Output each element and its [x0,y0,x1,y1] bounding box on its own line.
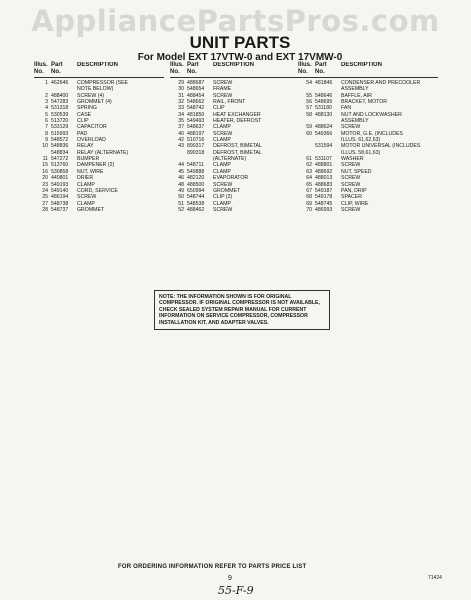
part-number: 488801 [315,162,333,169]
illus-number: 43 [178,143,184,150]
page-title: UNIT PARTS [189,33,291,52]
part-description: PAD [77,130,88,137]
illus-number: 5 [45,111,48,118]
part-number: 650994 [187,187,205,194]
handwritten-mark: 55-F-9 [218,584,254,597]
part-description: CLIP (2) [213,194,233,201]
part-number: 488687 [187,80,205,86]
part-number: 513760 [51,162,69,169]
part-number: 488692 [315,168,333,175]
part-number: 482120 [187,175,205,182]
part-number: 462646 [51,80,69,86]
part-number: 549178 [315,194,333,201]
part-description: MOTOR UNIVERSAL (INCLUDES [341,143,421,150]
part-number: 548711 [187,162,204,169]
illus-number: 16 [42,168,48,175]
illus-number: 37 [178,124,184,131]
column-header [170,62,302,78]
part-description: GROMMET (4) [77,99,112,106]
part-number: 549187 [315,187,333,194]
illus-number: 50 [178,194,184,201]
illus-number: 33 [178,105,184,112]
part-description: SCREW [213,206,233,213]
part-number: 547272 [51,156,69,163]
illus-number: 58 [306,111,312,118]
part-description: (ALTERNATE) [213,156,247,163]
part-number: 488500 [187,181,205,188]
header-ill: Illus. No. [298,62,312,75]
part-number: 486993 [315,206,333,213]
illus-number: 65 [306,181,312,188]
part-number: 548836 [51,143,69,150]
part-number: 531318 [51,105,69,112]
illus-number: 63 [306,168,312,175]
part-description: SCREW [341,124,361,131]
illus-number: 64 [306,175,312,182]
illus-number: 59 [306,124,312,131]
part-description: FRAME [213,86,232,93]
part-description: CLIP [213,105,225,112]
parts-column-2 [170,62,302,213]
part-number: 513720 [51,118,69,125]
part-row [298,207,438,213]
part-description: HEAT EXCHANGER [213,111,261,118]
part-description: SCREW [77,194,97,201]
part-description: MOTOR, G.E. (INCLUDES [341,130,403,137]
illus-number: 51 [178,200,184,207]
part-number: 890318 [187,149,205,156]
part-description: CLAMP [213,168,231,175]
part-description: EVAPORATOR [213,175,249,182]
column-header [298,62,438,78]
part-description: RAIL, FRONT [213,99,246,106]
illus-number: 70 [306,206,312,213]
part-description: NOTE BELOW) [77,86,114,93]
part-number: 548834 [51,149,69,156]
header-desc: DESCRIPTION [213,62,255,68]
illus-number: 24 [42,187,48,194]
part-description: DEFROST, BIMETAL [213,149,262,156]
illus-number: 31 [178,92,184,99]
illus-number: 2 [45,92,48,99]
illus-number: 54 [306,80,312,86]
compressor-note: NOTE: THE INFORMATION SHOWN IS FOR ORIGINAL COMPRESSOR. IF ORIGINAL COMPRESSOR IS NOT AVAILABLE, CHECK SEALED SYSTEM REPAIR MANUAL FOR CURRENT INFORMATION ON SERVICE COMPRESSOR, COMPRESSOR INSTALLATION KIT, AND ADAPTER VALVES. [154,290,330,330]
part-description: DRIER [77,175,94,182]
part-description: CONDENSER AND PRECOOLER [341,80,421,86]
part-description: SCREW [341,206,361,213]
illus-number: 45 [178,168,184,175]
part-number: 548737 [51,206,69,213]
part-description: SCREW [341,181,361,188]
part-description: COMPRESSOR (SEE [77,80,129,86]
part-description: PAN, DRIP [341,187,367,194]
part-number: 510716 [187,137,205,144]
part-number: 488624 [315,124,333,131]
part-description: RELAY (ALTERNATE) [77,149,129,156]
header-ill: Illus. No. [34,62,48,75]
part-number: 548662 [187,99,205,106]
part-number: 548572 [51,137,69,144]
header-part: Part No. [315,62,327,75]
part-number: 548738 [51,200,69,207]
part-description: SCREW [213,181,233,188]
illus-number: 4 [45,105,48,112]
part-number: 890317 [187,143,205,150]
parts-column-1 [34,62,164,213]
part-number: 548637 [187,124,205,131]
part-row [170,207,302,213]
illus-number: 48 [178,181,184,188]
part-number: 488130 [315,111,333,118]
part-description: CLIP [77,118,89,125]
illus-number: 60 [306,130,312,137]
illus-number: 8 [45,130,48,137]
illus-number: 49 [178,187,184,194]
part-description: BAFFLE, AIR [341,92,372,99]
part-description: NUT, SPEED [341,168,372,175]
part-description: CLAMP [77,181,95,188]
part-number: 531180 [315,105,332,112]
part-description: FAN [341,105,352,112]
part-description: SPACER [341,194,362,201]
illus-number: 44 [178,162,184,169]
illus-number: 55 [306,92,312,99]
header-desc: DESCRIPTION [77,62,119,68]
part-description: WASHER [341,156,364,163]
illus-number: 9 [45,137,48,144]
illus-number: 34 [178,111,184,118]
document-code: 71424 [428,575,442,581]
illus-number: 7 [45,124,48,131]
part-description: SPRING [77,105,97,112]
part-description: OVERLOAD [77,137,106,144]
part-description: ASSEMBLY [341,118,369,125]
part-description: DEFROST, BIMETAL [213,143,262,150]
illus-number: 69 [306,200,312,207]
part-number: 488462 [187,206,205,213]
illus-number: 20 [42,175,48,182]
part-number: 488454 [187,92,205,99]
part-description: ASSEMBLY [341,86,369,93]
part-number: 548742 [187,105,205,112]
part-description: CLAMP [213,162,231,169]
header-part: Part No. [51,62,63,75]
watermark: AppliancePartsPros.com [31,4,440,38]
part-number: 486194 [51,194,69,201]
page-number: 9 [228,575,232,582]
part-description: SCREW (4) [77,92,105,99]
illus-number: 42 [178,137,184,144]
illus-number: 30 [178,86,184,93]
part-number: 548745 [315,200,333,207]
part-description: SCREW [213,80,233,86]
illus-number: 1 [45,80,48,86]
part-description: CORD, SERVICE [77,187,118,194]
part-description: CASE [77,111,92,118]
part-description: SCREW [213,92,233,99]
part-number: 548538 [187,200,205,207]
illus-number: 3 [45,99,48,106]
illus-number: 56 [306,99,312,106]
illus-number: 28 [42,206,48,213]
part-description: CLAMP [213,137,231,144]
illus-number: 40 [178,130,184,137]
part-number: 531107 [315,156,332,163]
header-desc: DESCRIPTION [341,62,383,68]
part-number: 515993 [51,130,69,137]
illus-number: 10 [42,143,48,150]
part-number: 530858 [51,168,69,175]
part-description: DAMPENER (2) [77,162,115,169]
part-description: CLAMP [213,200,231,207]
part-number: 488013 [315,175,333,182]
part-description: CAPACITOR [77,124,107,131]
part-description: CLAMP [77,200,95,207]
illus-number: 67 [306,187,312,194]
part-description: GROMMET [77,206,105,213]
part-description: SCREW [341,162,361,169]
part-description: RELAY [77,143,94,150]
part-number: 481850 [187,111,205,118]
part-number: 440801 [51,175,69,182]
part-number: 530539 [51,111,69,118]
part-number: 548695 [315,99,333,106]
header-ill: Illus. No. [170,62,184,75]
part-number: 488197 [187,130,205,137]
illus-number: 11 [42,156,48,163]
column-header [34,62,164,78]
parts-column-3 [298,62,438,213]
part-number: 549493 [187,118,205,125]
part-number: 488683 [315,181,333,188]
part-description: BUMPER [77,156,100,163]
illus-number: 62 [306,162,312,169]
part-number: 548646 [315,92,333,99]
part-row [34,207,164,213]
part-number: 547283 [51,99,69,106]
illus-number: 15 [42,162,48,169]
illus-number: 61 [306,156,312,163]
part-description: NUT AND LOCKWASHER [341,111,402,118]
part-description: CLIP, WIRE [341,200,369,207]
part-number: 481846 [315,80,333,86]
part-description: CLAMP [213,124,231,131]
illus-number: 57 [306,105,312,112]
part-number: 549193 [51,181,69,188]
illus-number: 23 [42,181,48,188]
illus-number: 32 [178,99,184,106]
part-description: ILLUS. 61,62,63) [341,137,381,144]
ordering-footer: FOR ORDERING INFORMATION REFER TO PARTS PRICE LIST [118,564,307,570]
illus-number: 52 [178,206,184,213]
part-description: HEATER, DEFROST [213,118,262,125]
part-description: ILLUS. 58,61,63) [341,149,381,156]
part-number: 549140 [51,187,69,194]
illus-number: 25 [42,194,48,201]
part-description: GROMMET [213,187,241,194]
part-number: 548744 [187,194,205,201]
illus-number: 68 [306,194,312,201]
part-number: 549366 [315,130,333,137]
part-number: 531594 [315,143,333,150]
part-description: SCREW [341,175,361,182]
illus-number: 35 [178,118,184,125]
page-subtitle: For Model EXT 17VTW-0 and EXT 17VMW-0 [137,52,343,63]
illus-number: 29 [178,80,184,86]
part-description: NUT, WIRE [77,168,104,175]
part-description: BRACKET, MOTOR [341,99,388,106]
part-number: 533129 [51,124,69,131]
illus-number: 6 [45,118,48,125]
part-number: 549888 [187,168,205,175]
illus-number: 27 [42,200,48,207]
illus-number: 46 [178,175,184,182]
header-part: Part No. [187,62,199,75]
part-number: 548654 [187,86,205,93]
part-description: SCREW [213,130,233,137]
part-number: 488400 [51,92,69,99]
